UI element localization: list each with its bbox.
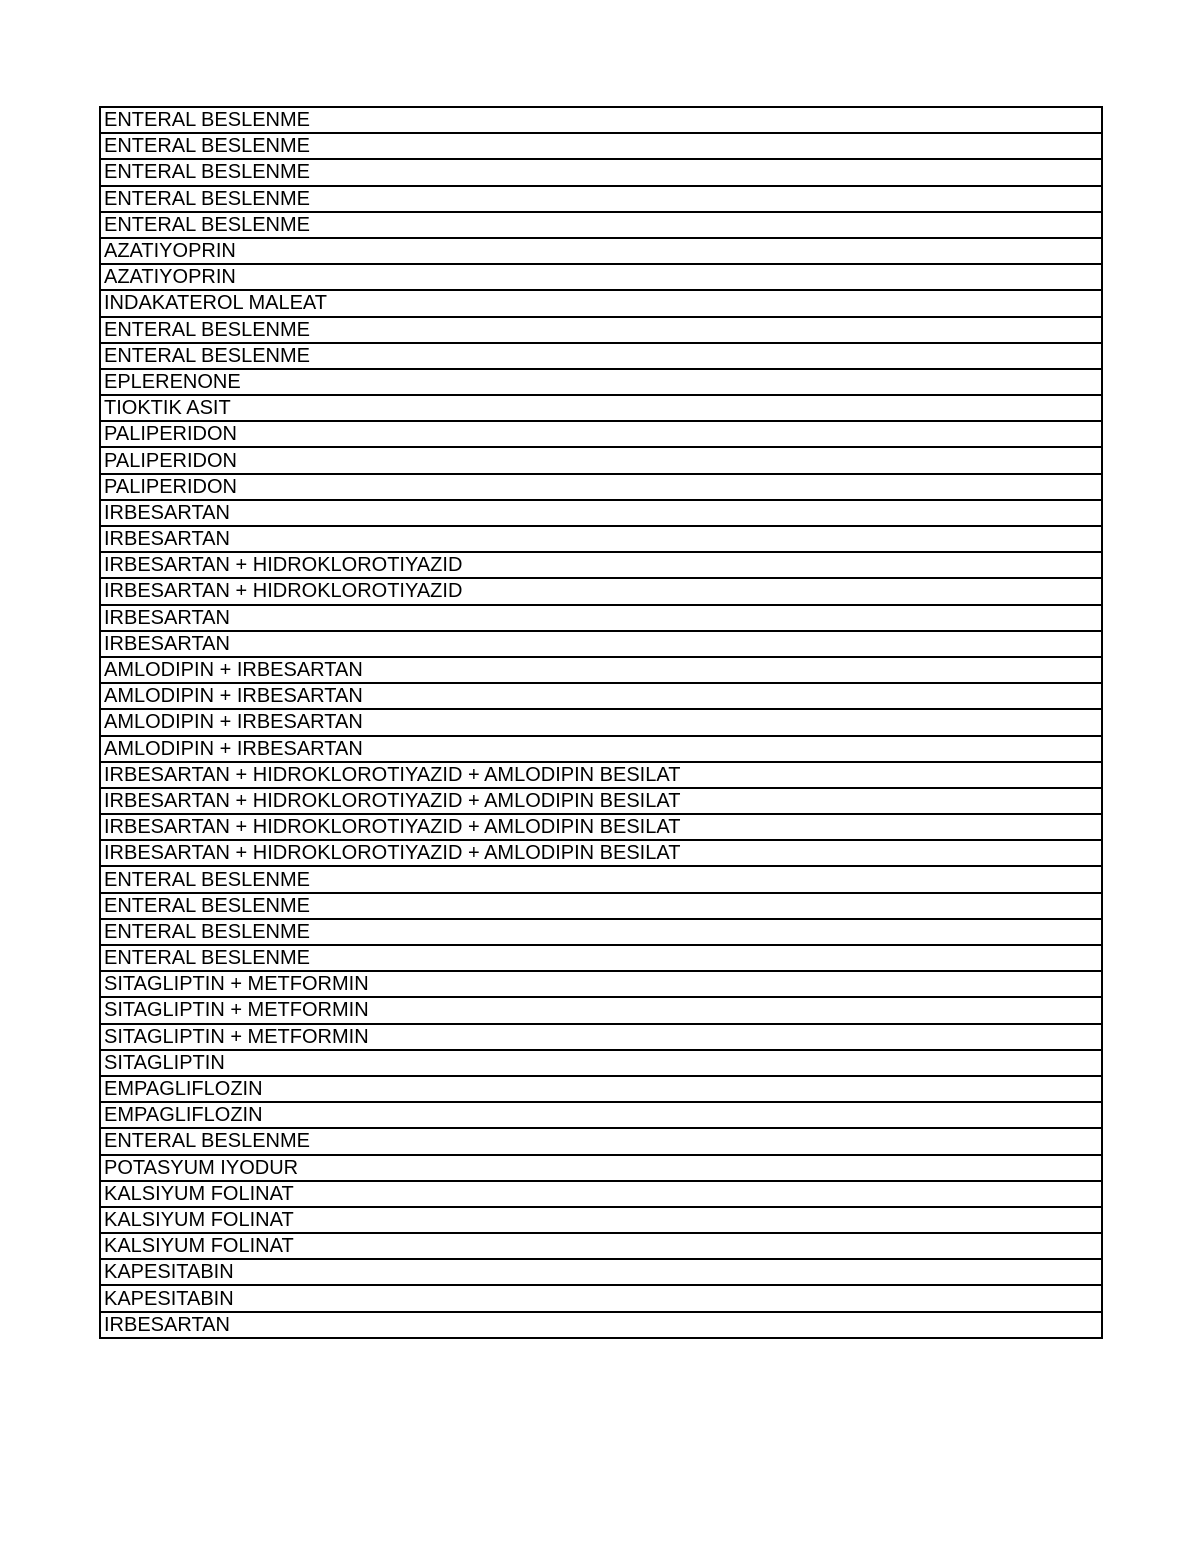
drug-name-cell: IRBESARTAN	[100, 526, 1102, 552]
table-row	[100, 1312, 1102, 1338]
table-row	[100, 605, 1102, 631]
drug-name-cell: SITAGLIPTIN + METFORMIN	[100, 1024, 1102, 1050]
drug-name-cell: IRBESARTAN + HIDROKLOROTIYAZID + AMLODIPIN BESILAT	[100, 814, 1102, 840]
table-row	[100, 893, 1102, 919]
drug-name-cell: KALSIYUM FOLINAT	[100, 1207, 1102, 1233]
table-row	[100, 657, 1102, 683]
table-row	[100, 840, 1102, 866]
table-row	[100, 709, 1102, 735]
drug-name-cell: SITAGLIPTIN + METFORMIN	[100, 997, 1102, 1023]
drug-name-cell: PALIPERIDON	[100, 447, 1102, 473]
drug-name-cell: EMPAGLIFLOZIN	[100, 1102, 1102, 1128]
drug-name-cell: IRBESARTAN + HIDROKLOROTIYAZID + AMLODIPIN BESILAT	[100, 788, 1102, 814]
drug-name-cell: IRBESARTAN	[100, 1312, 1102, 1338]
table-row	[100, 1233, 1102, 1259]
drug-name-cell: KALSIYUM FOLINAT	[100, 1181, 1102, 1207]
drug-name-cell: IRBESARTAN	[100, 605, 1102, 631]
table-row	[100, 212, 1102, 238]
drug-name-cell: INDAKATEROL MALEAT	[100, 290, 1102, 316]
drug-name-cell: ENTERAL BESLENME	[100, 1128, 1102, 1154]
drug-name-cell: ENTERAL BESLENME	[100, 866, 1102, 892]
table-row	[100, 1102, 1102, 1128]
table-row	[100, 238, 1102, 264]
table-row	[100, 736, 1102, 762]
drug-name-cell: ENTERAL BESLENME	[100, 919, 1102, 945]
table-row	[100, 945, 1102, 971]
table-row	[100, 971, 1102, 997]
table-row	[100, 1181, 1102, 1207]
table-row	[100, 683, 1102, 709]
table-row	[100, 159, 1102, 185]
table-row	[100, 1076, 1102, 1102]
table-row	[100, 552, 1102, 578]
drug-name-cell: IRBESARTAN	[100, 500, 1102, 526]
table-row	[100, 264, 1102, 290]
drug-name-cell: IRBESARTAN + HIDROKLOROTIYAZID + AMLODIPIN BESILAT	[100, 762, 1102, 788]
table-row	[100, 369, 1102, 395]
drug-name-cell: ENTERAL BESLENME	[100, 317, 1102, 343]
table-row	[100, 500, 1102, 526]
table-row	[100, 1050, 1102, 1076]
drug-name-cell: PALIPERIDON	[100, 474, 1102, 500]
table-row	[100, 1207, 1102, 1233]
drug-name-cell: AZATIYOPRIN	[100, 238, 1102, 264]
table-row	[100, 1024, 1102, 1050]
drug-name-cell: SITAGLIPTIN	[100, 1050, 1102, 1076]
table-row	[100, 526, 1102, 552]
table-row	[100, 1259, 1102, 1285]
drug-name-cell: ENTERAL BESLENME	[100, 186, 1102, 212]
table-row	[100, 186, 1102, 212]
drug-name-cell: EPLERENONE	[100, 369, 1102, 395]
drug-name-cell: ENTERAL BESLENME	[100, 159, 1102, 185]
table-row	[100, 1155, 1102, 1181]
drug-name-cell: IRBESARTAN + HIDROKLOROTIYAZID	[100, 552, 1102, 578]
drug-name-cell: AMLODIPIN + IRBESARTAN	[100, 709, 1102, 735]
table-row	[100, 107, 1102, 133]
drug-name-cell: AMLODIPIN + IRBESARTAN	[100, 657, 1102, 683]
drug-name-cell: POTASYUM IYODUR	[100, 1155, 1102, 1181]
table-row	[100, 814, 1102, 840]
table-row	[100, 1128, 1102, 1154]
table-row	[100, 474, 1102, 500]
drug-name-cell: IRBESARTAN	[100, 631, 1102, 657]
drug-name-cell: TIOKTIK ASIT	[100, 395, 1102, 421]
table-row	[100, 578, 1102, 604]
drug-name-cell: ENTERAL BESLENME	[100, 107, 1102, 133]
drug-name-cell: IRBESARTAN + HIDROKLOROTIYAZID + AMLODIPIN BESILAT	[100, 840, 1102, 866]
drug-name-cell: ENTERAL BESLENME	[100, 212, 1102, 238]
drug-name-cell: ENTERAL BESLENME	[100, 893, 1102, 919]
drug-name-cell: AMLODIPIN + IRBESARTAN	[100, 683, 1102, 709]
drug-list-table	[99, 106, 1103, 1339]
drug-name-cell: AZATIYOPRIN	[100, 264, 1102, 290]
table-row	[100, 1285, 1102, 1311]
drug-name-cell: AMLODIPIN + IRBESARTAN	[100, 736, 1102, 762]
table-row	[100, 866, 1102, 892]
table-row	[100, 447, 1102, 473]
drug-name-cell: ENTERAL BESLENME	[100, 343, 1102, 369]
table-row	[100, 631, 1102, 657]
drug-list-body	[100, 107, 1102, 1338]
drug-name-cell: KAPESITABIN	[100, 1285, 1102, 1311]
table-row	[100, 788, 1102, 814]
table-row	[100, 290, 1102, 316]
drug-name-cell: EMPAGLIFLOZIN	[100, 1076, 1102, 1102]
drug-name-cell: KALSIYUM FOLINAT	[100, 1233, 1102, 1259]
table-row	[100, 997, 1102, 1023]
drug-name-cell: ENTERAL BESLENME	[100, 945, 1102, 971]
drug-name-cell: SITAGLIPTIN + METFORMIN	[100, 971, 1102, 997]
table-row	[100, 919, 1102, 945]
drug-name-cell: ENTERAL BESLENME	[100, 133, 1102, 159]
table-row	[100, 317, 1102, 343]
drug-name-cell: IRBESARTAN + HIDROKLOROTIYAZID	[100, 578, 1102, 604]
drug-name-cell: PALIPERIDON	[100, 421, 1102, 447]
table-row	[100, 395, 1102, 421]
table-row	[100, 133, 1102, 159]
table-row	[100, 343, 1102, 369]
table-row	[100, 421, 1102, 447]
table-row	[100, 762, 1102, 788]
drug-name-cell: KAPESITABIN	[100, 1259, 1102, 1285]
